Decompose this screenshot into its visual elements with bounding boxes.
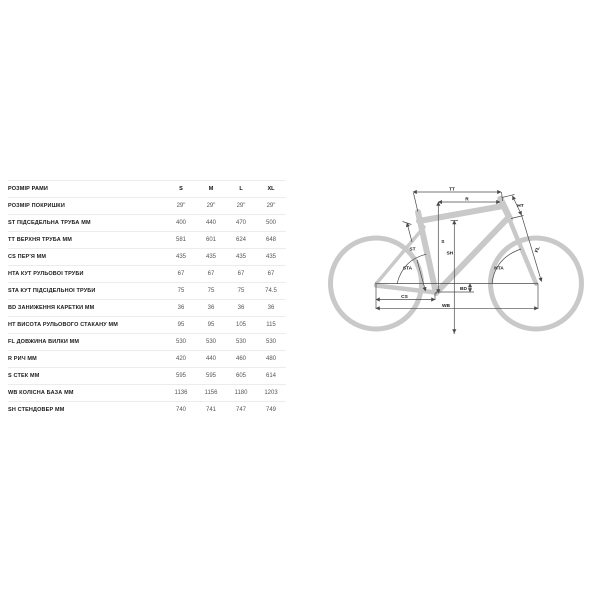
cell-value: 500 — [265, 220, 276, 226]
table-row — [8, 384, 286, 401]
dim-label-s: S — [441, 240, 445, 245]
table-row — [8, 299, 286, 316]
row-label: HTA КУТ РУЛЬОВОЇ ТРУБИ — [8, 271, 84, 277]
cell-value: 530 — [235, 339, 246, 345]
cell-value: 67 — [207, 271, 215, 277]
cell-value: 67 — [177, 271, 185, 277]
cell-value: 36 — [237, 305, 245, 311]
row-label: R РИЧ ММ — [8, 356, 37, 362]
table-header-row — [8, 180, 286, 197]
cell-value: 749 — [265, 407, 276, 413]
row-label: STA КУТ ПІДСІДЕЛЬНОЇ ТРУБИ — [8, 288, 96, 294]
cell-value: 420 — [175, 356, 186, 362]
table-row — [8, 214, 286, 231]
table-row — [8, 197, 286, 214]
dim-label-tt: TT — [449, 187, 455, 193]
cell-value: 36 — [267, 305, 275, 311]
size-column-header: M — [208, 186, 214, 192]
cell-value: 741 — [205, 407, 216, 413]
cell-value: 36 — [177, 305, 185, 311]
cell-value: 435 — [265, 254, 276, 260]
row-label: WB КОЛІСНА БАЗА ММ — [8, 390, 74, 396]
dim-label-cs: CS — [401, 294, 408, 300]
row-label: ST ПІДСЕДЕЛЬНА ТРУБА ММ — [8, 220, 91, 226]
row-label: BD ЗАНИЖЕННЯ КАРЕТКИ ММ — [8, 305, 95, 311]
size-column-header: L — [239, 186, 243, 192]
cell-value: 67 — [237, 271, 245, 277]
dim-label-ht: HT — [517, 204, 524, 209]
row-label: HT ВИСОТА РУЛЬОВОГО СТАКАНУ ММ — [8, 322, 118, 328]
cell-value: 75 — [207, 288, 215, 294]
dim-label-fl: FL — [534, 246, 542, 254]
cell-value: 624 — [235, 237, 246, 243]
row-label: FL ДОВЖИНА ВИЛКИ ММ — [8, 339, 80, 345]
bike-geometry-diagram — [320, 160, 600, 350]
cell-value: 747 — [235, 407, 246, 413]
cell-value: 595 — [205, 373, 216, 379]
cell-value: 95 — [177, 322, 185, 328]
dim-label-st: ST — [409, 247, 416, 253]
cell-value: 470 — [235, 220, 246, 226]
cell-value: 1180 — [234, 390, 248, 396]
geometry-table-body — [8, 197, 286, 418]
cell-value: 67 — [267, 271, 275, 277]
dim-label-bd: BD — [460, 286, 467, 292]
cell-value: 480 — [265, 356, 276, 362]
size-column-header: S — [179, 186, 183, 192]
cell-value: 29" — [266, 203, 276, 209]
table-row — [8, 401, 286, 418]
cell-value: 29" — [176, 203, 186, 209]
cell-value: 595 — [175, 373, 186, 379]
cell-value: 105 — [235, 322, 246, 328]
dim-label-hta: HTA — [494, 266, 504, 272]
cell-value: 1203 — [264, 390, 278, 396]
cell-value: 530 — [175, 339, 186, 345]
dim-label-sta: STA — [402, 266, 413, 272]
header-label: РОЗМІР РАМИ — [8, 186, 48, 192]
cell-value: 601 — [205, 237, 216, 243]
cell-value: 29" — [206, 203, 216, 209]
table-row — [8, 282, 286, 299]
cell-value: 74.5 — [265, 288, 277, 294]
cell-value: 460 — [235, 356, 246, 362]
row-label: ТТ ВЕРХНЯ ТРУБА ММ — [8, 237, 72, 243]
cell-value: 740 — [175, 407, 186, 413]
row-label: РОЗМІР ПОКРИШКИ — [8, 203, 65, 209]
cell-value: 95 — [207, 322, 215, 328]
cell-value: 75 — [237, 288, 245, 294]
row-label: CS ПЕР'Я ММ — [8, 254, 47, 260]
cell-value: 400 — [175, 220, 186, 226]
dim-label-wb: WB — [442, 304, 450, 309]
cell-value: 1136 — [174, 390, 188, 396]
row-label: SH СТЕНДОВЕР ММ — [8, 407, 65, 413]
cell-value: 435 — [205, 254, 216, 260]
cell-value: 440 — [205, 356, 216, 362]
cell-value: 440 — [205, 220, 216, 226]
cell-value: 605 — [235, 373, 246, 379]
cell-value: 115 — [266, 322, 276, 328]
table-row — [8, 333, 286, 350]
table-row — [8, 350, 286, 367]
cell-value: 75 — [177, 288, 185, 294]
dim-label-r: R — [465, 197, 469, 203]
cell-value: 36 — [207, 305, 215, 311]
cell-value: 648 — [265, 237, 276, 243]
cell-value: 435 — [175, 254, 186, 260]
table-row — [8, 248, 286, 265]
table-row — [8, 367, 286, 384]
geometry-table — [8, 180, 286, 418]
table-row — [8, 265, 286, 282]
row-label: S СТЕК ММ — [8, 373, 40, 379]
cell-value: 530 — [205, 339, 216, 345]
dim-label-sh: SH — [446, 251, 454, 257]
cell-value: 581 — [175, 237, 186, 243]
table-row — [8, 231, 286, 248]
table-row — [8, 316, 286, 333]
cell-value: 614 — [265, 373, 276, 379]
cell-value: 29" — [236, 203, 246, 209]
cell-value: 1156 — [204, 390, 218, 396]
cell-value: 530 — [265, 339, 276, 345]
cell-value: 435 — [235, 254, 246, 260]
size-column-header: XL — [267, 186, 275, 192]
